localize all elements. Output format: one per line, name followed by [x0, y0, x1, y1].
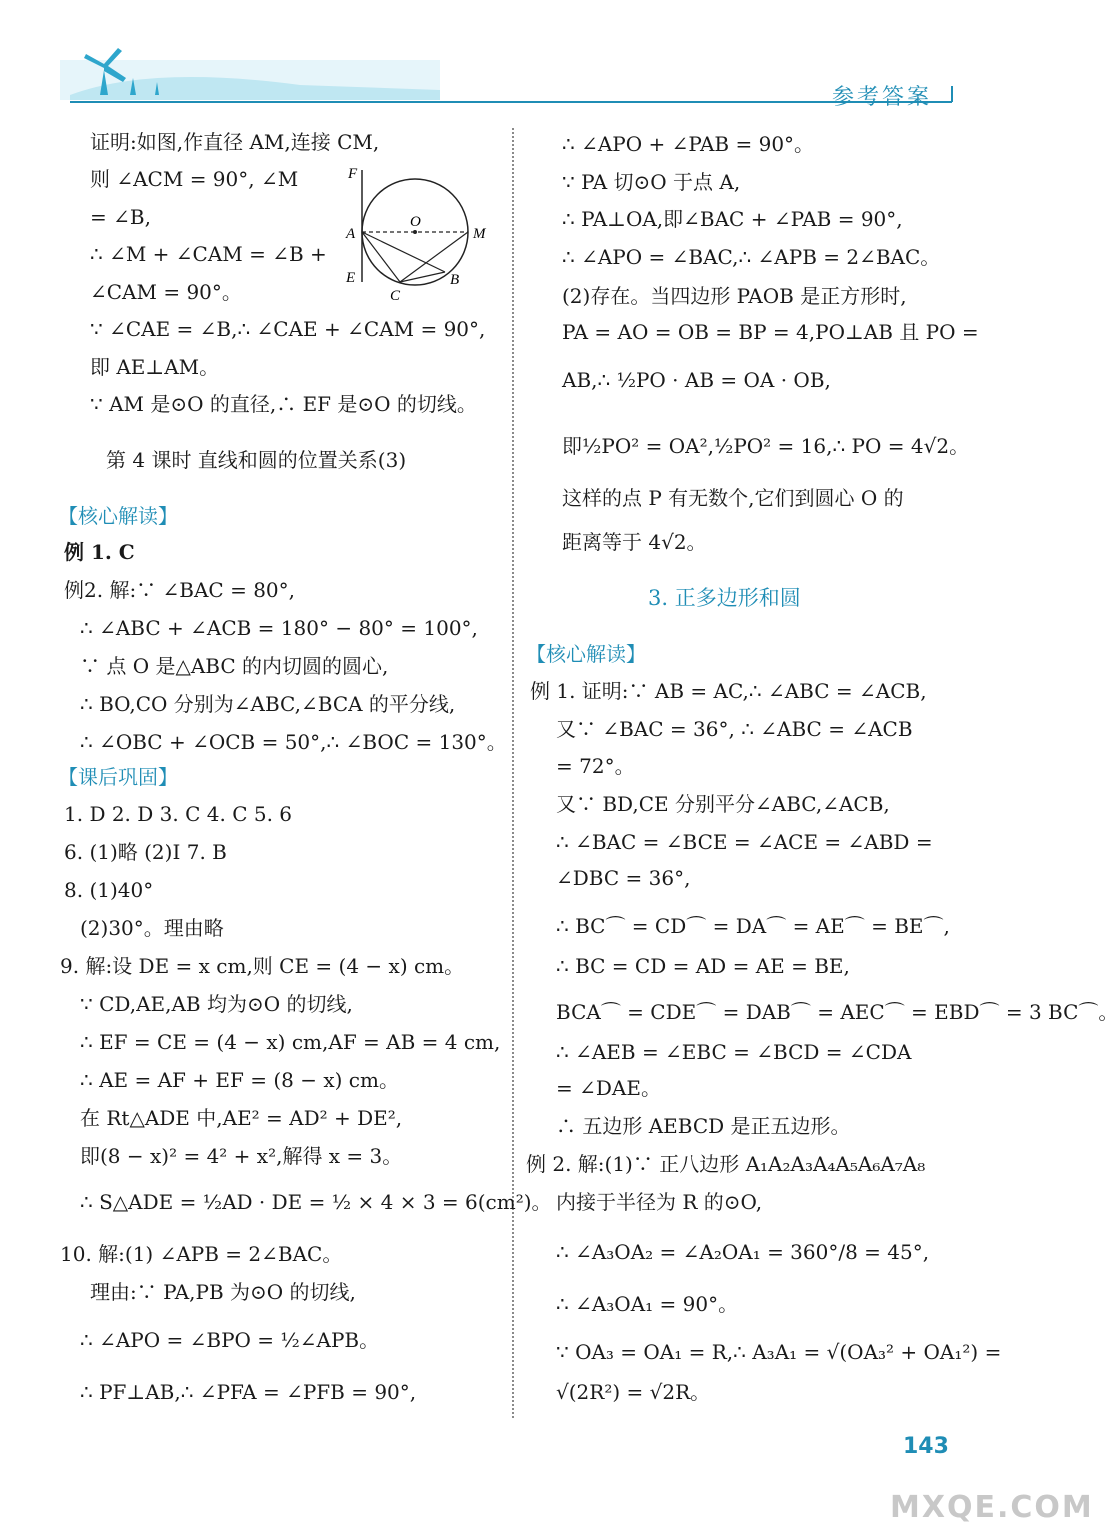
answer-line: (2)30°。理由略 [80, 916, 224, 940]
q9-line: 在 Rt△ADE 中,AE² = AD² + DE², [80, 1106, 403, 1130]
r-ex1-line: 例 1. 证明:∵ AB = AC,∴ ∠ABC = ∠ACB, [530, 679, 927, 703]
core-reading-title: 【核心解读】 [58, 504, 178, 528]
r-ex1-line: BCA⌒ = CDE⌒ = DAB⌒ = AEC⌒ = EBD⌒ = 3 BC⌒。 [556, 1000, 1118, 1024]
q9-line: ∵ CD,AE,AB 均为⊙O 的切线, [80, 992, 353, 1016]
q9-line: ∴ S△ADE = ½AD · DE = ½ × 4 × 3 = 6(cm²)。 [80, 1190, 552, 1214]
right-line: ∴ PA⊥OA,即∠BAC + ∠PAB = 90°, [562, 207, 903, 231]
proof-line: ∵ ∠CAE = ∠B,∴ ∠CAE + ∠CAM = 90°, [90, 317, 486, 341]
label-B: B [450, 272, 460, 288]
r-ex1-line: ∠DBC = 36°, [556, 866, 691, 890]
answer-line: 6. (1)略 (2)I 7. B [64, 840, 227, 864]
q9-line: ∴ EF = CE = (4 − x) cm,AF = AB = 4 cm, [80, 1030, 501, 1054]
column-divider [512, 128, 514, 1418]
r-ex1-line: = 72°。 [556, 754, 635, 778]
r-ex1-line: ∴ BC = CD = AD = AE = BE, [556, 954, 850, 978]
example-2-line: ∵ 点 O 是△ABC 的内切圆的圆心, [80, 654, 389, 678]
label-A: A [346, 226, 356, 242]
right-line: ∵ PA 切⊙O 于点 A, [562, 170, 741, 194]
r-ex1-line: = ∠DAE。 [556, 1076, 661, 1100]
label-C: C [390, 288, 401, 304]
r-ex1-line: ∴ ∠BAC = ∠BCE = ∠ACE = ∠ABD = [556, 830, 933, 854]
proof-line: ∴ ∠M + ∠CAM = ∠B + [90, 242, 327, 266]
q10-line: ∴ ∠APO = ∠BPO = ½∠APB。 [80, 1328, 380, 1352]
r-ex1-line: 又∵ BD,CE 分别平分∠ABC,∠ACB, [556, 792, 890, 816]
q10-line: ∴ PF⊥AB,∴ ∠PFA = ∠PFB = 90°, [80, 1380, 417, 1404]
page-number: 143 [903, 1434, 949, 1459]
proof-line: ∵ AM 是⊙O 的直径,∴ EF 是⊙O 的切线。 [90, 392, 477, 416]
right-line: ∴ ∠APO + ∠PAB = 90°。 [562, 132, 815, 156]
q9-line: 9. 解:设 DE = x cm,则 CE = (4 − x) cm。 [60, 954, 465, 978]
proof-line: 则 ∠ACM = 90°, ∠M [90, 167, 299, 191]
r-ex1-line: ∴ 五边形 AEBCD 是正五边形。 [556, 1114, 851, 1138]
proof-line: 证明:如图,作直径 AM,连接 CM, [90, 130, 380, 154]
r-ex1-line: ∴ ∠AEB = ∠EBC = ∠BCD = ∠CDA [556, 1040, 912, 1064]
example-2-line: ∴ ∠OBC + ∠OCB = 50°,∴ ∠BOC = 130°。 [80, 730, 507, 754]
q9-line: ∴ AE = AF + EF = (8 − x) cm。 [80, 1068, 399, 1092]
r-ex1-line: ∴ BC⌒ = CD⌒ = DA⌒ = AE⌒ = BE⌒, [556, 914, 950, 938]
answer-line: 1. D 2. D 3. C 4. C 5. 6 [64, 802, 293, 826]
right-line: 即½PO² = OA²,½PO² = 16,∴ PO = 4√2。 [562, 434, 970, 458]
right-line: (2)存在。当四边形 PAOB 是正方形时, [562, 284, 907, 308]
proof-line: 即 AE⊥AM。 [90, 355, 220, 379]
q10-line: 10. 解:(1) ∠APB = 2∠BAC。 [60, 1242, 343, 1266]
section-title: 3. 正多边形和圆 [648, 586, 801, 610]
right-line: AB,∴ ½PO · AB = OA · OB, [562, 368, 831, 392]
r-ex2-line: ∵ OA₃ = OA₁ = R,∴ A₃A₁ = √(OA₃² + OA₁²) = [556, 1340, 1002, 1364]
example-2-line: ∴ BO,CO 分别为∠ABC,∠BCA 的平分线, [80, 692, 456, 716]
r-ex2-line: ∴ ∠A₃OA₁ = 90°。 [556, 1292, 739, 1316]
label-F: F [348, 166, 358, 182]
proof-line: ∠CAM = 90°。 [90, 280, 242, 304]
core-reading-title-2: 【核心解读】 [526, 642, 646, 666]
example-1: 例 1. C [64, 540, 135, 564]
q9-line: 即(8 − x)² = 4² + x²,解得 x = 3。 [80, 1144, 403, 1168]
label-M: M [473, 226, 486, 242]
r-ex2-line: √(2R²) = √2R。 [556, 1380, 711, 1404]
tangent-circle-diagram [340, 162, 500, 312]
r-ex1-line: 又∵ ∠BAC = 36°, ∴ ∠ABC = ∠ACB [556, 717, 913, 741]
answer-line: 8. (1)40° [64, 878, 154, 902]
proof-line: = ∠B, [90, 205, 151, 229]
label-E: E [346, 270, 356, 286]
header-label: 参考答案 [832, 85, 933, 110]
right-line: 这样的点 P 有无数个,它们到圆心 O 的 [562, 486, 904, 510]
right-line: PA = AO = OB = BP = 4,PO⊥AB 且 PO = [562, 320, 979, 344]
example-2-line: 例2. 解:∵ ∠BAC = 80°, [64, 578, 296, 602]
review-title: 【课后巩固】 [58, 765, 178, 789]
right-line: 距离等于 4√2。 [562, 530, 707, 554]
q10-line: 理由:∵ PA,PB 为⊙O 的切线, [90, 1280, 356, 1304]
watermark: MXQE.COM [890, 1490, 1094, 1525]
label-O: O [410, 214, 421, 230]
right-line: ∴ ∠APO = ∠BAC,∴ ∠APB = 2∠BAC。 [562, 245, 941, 269]
r-ex2-line: ∴ ∠A₃OA₂ = ∠A₂OA₁ = 360°/8 = 45°, [556, 1240, 930, 1264]
r-ex2-line: 例 2. 解:(1)∵ 正八边形 A₁A₂A₃A₄A₅A₆A₇A₈ [526, 1152, 926, 1176]
r-ex2-line: 内接于半径为 R 的⊙O, [556, 1190, 763, 1214]
example-2-line: ∴ ∠ABC + ∠ACB = 180° − 80° = 100°, [80, 616, 478, 640]
lesson-title: 第 4 课时 直线和圆的位置关系(3) [106, 448, 407, 472]
